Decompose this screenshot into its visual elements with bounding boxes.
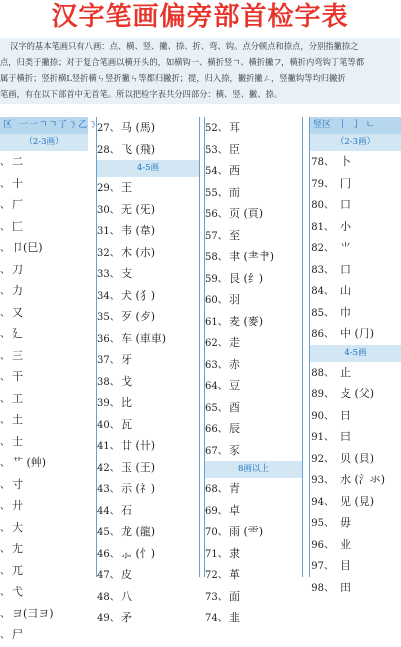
entry-number: 90、: [311, 410, 334, 422]
intro-line: 笔画，有在以下部首中无首笔。所以把检字表共分四部分：横、竖、撇、捺。: [0, 89, 283, 99]
entry-number: 、: [0, 479, 10, 491]
radical-char: 艹 (艸): [12, 456, 47, 469]
radical-char: 业: [340, 537, 351, 551]
radical-char: 弋: [12, 585, 23, 598]
radical-entry: [97, 392, 199, 414]
radical-char: 无 (旡): [121, 202, 156, 216]
radical-char: 小: [340, 219, 351, 233]
radical-entry: [0, 302, 88, 324]
entry-number: 56、: [205, 209, 228, 220]
entry-number: 、: [0, 544, 10, 555]
radical-entry: [0, 603, 88, 625]
column-horizontal-radicals: [0, 117, 99, 641]
entry-number: 41、: [97, 441, 120, 452]
radical-entry: [0, 366, 88, 388]
entry-number: 43、: [97, 484, 120, 495]
radical-char: 皮: [121, 568, 132, 581]
entry-number: 59、: [205, 273, 228, 285]
radical-char: 瓦: [121, 417, 132, 431]
radical-entry: [0, 151, 88, 173]
radical-entry: [205, 139, 302, 161]
intro-line: 属于横折；竖折横L竖折横ㄣ竖折撇ㄣ等都归撇折；提，归入捺，撇折撇ㄥ，竖撇钩等均归撇折: [0, 73, 346, 83]
radical-entry: [97, 543, 199, 565]
entry-number: 64、: [205, 381, 228, 392]
radical-entry: [97, 199, 199, 221]
radical-char: 面: [229, 589, 240, 603]
entry-number: 74、: [205, 613, 228, 624]
radical-char: 犬 (犭): [121, 288, 156, 302]
entry-number: 68、: [205, 484, 228, 495]
page-title: 汉字笔画偏旁部首检字表: [51, 2, 349, 32]
radical-char: 走: [229, 336, 240, 349]
radical-char: 尢: [12, 542, 23, 555]
entry-number: 82、: [311, 243, 334, 254]
radical-entry: [97, 220, 199, 242]
entry-number: 63、: [205, 359, 228, 371]
radical-char: 山: [340, 284, 351, 297]
radical-char: 三: [12, 348, 23, 362]
radical-char: 卩(巳): [12, 241, 43, 254]
entry-number: 28、: [97, 144, 120, 156]
radical-char: 木 (朩): [121, 245, 156, 259]
radical-entry: [97, 371, 199, 393]
radical-entry: [310, 323, 401, 345]
column-radicals-52-74: [204, 117, 303, 624]
entry-number: 93、: [311, 475, 334, 486]
radical-char: 廿 (卄): [121, 439, 156, 452]
entry-number: 98、: [311, 582, 334, 594]
radical-char: 示 (礻): [121, 482, 156, 495]
entry-number: 36、: [97, 333, 120, 345]
radical-char: 臣: [229, 142, 240, 156]
radical-entry: [205, 160, 302, 182]
radical-entry: [205, 117, 302, 139]
radical-entry: [0, 323, 88, 345]
radical-entry: [97, 435, 199, 457]
radical-char: 卜: [340, 155, 351, 168]
entry-number: 72、: [205, 570, 228, 581]
radical-char: 而: [229, 185, 240, 199]
entry-number: 31、: [97, 226, 120, 237]
radical-entry: [205, 521, 302, 543]
radical-char: 寸: [12, 477, 23, 491]
radical-char: 目: [340, 559, 351, 572]
radical-char: 车 (車車): [121, 331, 167, 345]
radical-char: 王: [121, 181, 132, 194]
entry-number: 71、: [205, 548, 228, 560]
radical-char: 巾: [340, 305, 351, 319]
radical-char: 豆: [229, 379, 240, 392]
radical-char: 豕: [229, 443, 240, 457]
stroke-count-header: 8画以上: [205, 461, 302, 478]
radical-char: 廾: [12, 499, 23, 512]
radical-char: 日: [340, 408, 351, 422]
radical-char: 青: [229, 482, 240, 495]
radical-entry: [0, 280, 88, 302]
radical-char: 冂: [340, 176, 351, 190]
radical-entry: [205, 418, 302, 440]
radical-entry: [310, 151, 401, 173]
entry-number: 54、: [205, 166, 228, 177]
entry-number: 、: [0, 221, 10, 233]
entry-number: 、: [0, 200, 10, 211]
entry-number: 83、: [311, 264, 334, 276]
radical-entry: [97, 349, 199, 371]
radical-char: 士: [12, 434, 23, 448]
radical-char: 又: [12, 305, 23, 319]
entry-number: 40、: [97, 419, 120, 431]
column-header: [310, 117, 401, 134]
entry-number: 、: [0, 372, 10, 383]
entry-number: 37、: [97, 355, 120, 366]
radical-char: 戈: [121, 374, 132, 388]
radical-entry: [310, 216, 401, 238]
radical-char: 辰: [229, 422, 240, 435]
radical-entry: [97, 478, 199, 500]
entry-number: 79、: [311, 178, 334, 190]
radical-entry: [205, 440, 302, 462]
radical-char: 口: [340, 262, 351, 276]
entry-number: 、: [0, 415, 10, 426]
radical-char: 大: [12, 520, 23, 534]
entry-number: 、: [0, 350, 10, 362]
radical-entry: [310, 302, 401, 324]
entry-number: 86、: [311, 329, 334, 340]
radical-entry: [205, 311, 302, 333]
radical-entry: [205, 354, 302, 376]
radical-char: 支: [121, 267, 132, 280]
radical-entry: [97, 500, 199, 522]
radical-char: 页 (頁): [229, 207, 264, 220]
radical-char: 马 (馬): [121, 121, 156, 134]
radical-entry: [0, 560, 88, 582]
radical-entry: [310, 491, 401, 513]
radical-char: 毋: [340, 516, 351, 529]
radical-entry: [97, 139, 199, 161]
stroke-count-header: （2-3画）: [0, 134, 88, 151]
entry-number: 60、: [205, 295, 228, 306]
radical-entry: [0, 194, 88, 216]
entry-number: 55、: [205, 187, 228, 199]
radical-entry: [310, 237, 401, 259]
entry-number: 、: [0, 587, 10, 598]
radical-entry: [97, 263, 199, 285]
radical-entry: [310, 383, 401, 405]
radical-entry: [0, 173, 88, 195]
entry-number: 73、: [205, 591, 228, 603]
entry-number: 96、: [311, 539, 334, 551]
radical-char: ⺗ (忄): [121, 546, 156, 560]
radical-entry: [205, 564, 302, 586]
radical-char: 酉: [229, 400, 240, 414]
radical-char: 韦 (韋): [121, 224, 156, 237]
radical-char: 羽: [229, 293, 240, 306]
entry-number: 61、: [205, 316, 228, 328]
radical-entry: [310, 259, 401, 281]
radical-entry: [0, 538, 88, 560]
radical-entry: [0, 474, 88, 496]
radical-entry: [0, 345, 88, 367]
radical-char: ヨ(彐ヨ): [12, 606, 54, 620]
entry-number: 45、: [97, 527, 120, 538]
stroke-count-header: （2-3画）: [310, 134, 401, 151]
entry-number: 46、: [97, 548, 120, 560]
section-tag: 区: [3, 120, 13, 130]
entry-number: 67、: [205, 445, 228, 457]
radical-entry: [97, 242, 199, 264]
entry-number: 66、: [205, 424, 228, 435]
radical-char: 土: [12, 413, 23, 426]
radical-char: 革: [229, 568, 240, 581]
entry-number: 、: [0, 630, 10, 641]
radical-char: 玉 (王): [121, 460, 156, 474]
radical-char: 歹 (歺): [121, 310, 156, 323]
radical-entry: [205, 203, 302, 225]
radical-entry: [0, 259, 88, 281]
entry-number: 39、: [97, 398, 120, 409]
radical-entry: [0, 452, 88, 474]
radical-entry: [0, 237, 88, 259]
radical-entry: [0, 581, 88, 603]
entry-number: 53、: [205, 144, 228, 156]
radical-char: 隶: [229, 546, 240, 560]
radical-entry: [0, 216, 88, 238]
radical-char: 口: [340, 198, 351, 211]
entry-number: 、: [0, 501, 10, 512]
intro-line: 汉字的基本笔画只有八画：点、横、竖、撇、捺、折、弯、钩。点分顿点和捺点，分别指撇捺之: [10, 41, 359, 51]
radical-char: 廴: [12, 327, 23, 340]
radical-char: 田: [340, 580, 351, 594]
entry-number: 94、: [311, 496, 334, 508]
radical-char: 艮 (⺰): [229, 271, 264, 285]
radical-entry: [205, 375, 302, 397]
radical-char: 八: [121, 589, 132, 603]
radical-entry: [310, 194, 401, 216]
radical-char: 赤: [229, 357, 240, 371]
entry-number: 32、: [97, 247, 120, 259]
radical-char: 至: [229, 228, 240, 242]
radical-entry: [205, 182, 302, 204]
column-radicals-27-49: [96, 117, 200, 624]
radical-entry: [205, 268, 302, 290]
radical-char: 刀: [12, 262, 23, 276]
radical-entry: [97, 306, 199, 328]
entry-number: 80、: [311, 200, 334, 211]
radical-entry: [205, 500, 302, 522]
entry-number: 、: [0, 157, 10, 168]
entry-number: 78、: [311, 157, 334, 168]
radical-entry: [310, 512, 401, 534]
entry-number: 30、: [97, 204, 120, 216]
stroke-count-header: 4-5画: [310, 345, 401, 362]
radical-entry: [97, 564, 199, 586]
entry-number: 70、: [205, 527, 228, 538]
entry-number: 65、: [205, 402, 228, 414]
entry-number: 44、: [97, 505, 120, 517]
radical-char: 工: [12, 391, 23, 405]
radical-char: 厂: [12, 198, 23, 211]
radical-entry: [97, 586, 199, 608]
radical-entry: [0, 409, 88, 431]
entry-number: 47、: [97, 570, 120, 581]
entry-number: 、: [0, 286, 10, 297]
intro-paragraph: [0, 38, 400, 104]
radical-entry: [205, 478, 302, 500]
entry-number: 、: [0, 307, 10, 319]
radical-entry: [0, 388, 88, 410]
radical-entry: [97, 457, 199, 479]
radical-entry: [310, 362, 401, 384]
radical-entry: [97, 328, 199, 350]
entry-number: 、: [0, 458, 10, 469]
radical-char: 耳: [229, 121, 240, 134]
radical-char: 比: [121, 396, 132, 409]
radical-entry: [310, 405, 401, 427]
entry-number: 91、: [311, 432, 334, 443]
radical-entry: [97, 285, 199, 307]
entry-number: 34、: [97, 290, 120, 302]
entry-number: 、: [0, 329, 10, 340]
entry-number: 、: [0, 522, 10, 534]
radical-entry: [97, 177, 199, 199]
radical-char: 雨 (⻗): [229, 525, 264, 538]
radical-entry: [205, 397, 302, 419]
radical-entry: [97, 117, 199, 139]
radical-entry: [0, 624, 88, 646]
entry-number: 33、: [97, 269, 120, 280]
column-vertical-radicals: [309, 117, 401, 594]
stroke-list: 丨 亅 ㄴ: [337, 120, 376, 130]
entry-number: 88、: [311, 367, 334, 379]
radical-entry: [205, 246, 302, 268]
entry-number: 42、: [97, 462, 120, 474]
entry-number: 、: [0, 178, 10, 190]
radical-entry: [310, 173, 401, 195]
entry-number: 69、: [205, 505, 228, 517]
radical-entry: [97, 521, 199, 543]
entry-number: 、: [0, 436, 10, 448]
entry-number: 49、: [97, 613, 120, 624]
radical-entry: [205, 543, 302, 565]
entry-number: 38、: [97, 376, 120, 388]
radical-entry: [0, 431, 88, 453]
entry-number: 89、: [311, 389, 334, 400]
radical-char: 干: [12, 370, 23, 383]
radical-char: 匚: [12, 219, 23, 233]
entry-number: 95、: [311, 518, 334, 529]
radical-char: 矛: [121, 611, 132, 624]
radical-char: 攴 (父): [340, 387, 375, 400]
entry-number: 27、: [97, 123, 120, 134]
radical-entry: [205, 332, 302, 354]
radical-char: 十: [12, 176, 23, 190]
entry-number: 92、: [311, 453, 334, 465]
radical-entry: [310, 280, 401, 302]
entry-number: 52、: [205, 123, 228, 134]
section-tag: 竖区: [313, 120, 332, 130]
radical-char: 贝 (貝): [340, 451, 375, 465]
entry-number: 97、: [311, 561, 334, 572]
radical-char: 曰: [340, 430, 351, 443]
entry-number: 35、: [97, 312, 120, 323]
entry-number: 62、: [205, 338, 228, 349]
radical-entry: [205, 289, 302, 311]
entry-number: 57、: [205, 230, 228, 242]
radical-char: 卓: [229, 503, 240, 517]
radical-char: 力: [12, 284, 23, 297]
radical-entry: [310, 534, 401, 556]
entry-number: 48、: [97, 591, 120, 603]
radical-entry: [205, 225, 302, 247]
radical-entry: [310, 469, 401, 491]
radical-char: 聿 (⺻⺺): [229, 250, 275, 263]
radical-entry: [310, 577, 401, 599]
intro-line: 点，归类于撇捺；对于复合笔画以横开头的，如横钩一、横折竖ㄱ、横折撇フ，横折内弯钩丁笔等都: [0, 57, 365, 67]
radical-entry: [310, 555, 401, 577]
radical-entry: [310, 448, 401, 470]
radical-char: 麦 (麥): [229, 314, 264, 328]
radical-char: 尸: [12, 628, 23, 641]
radical-char: 水 (氵氺): [340, 473, 386, 486]
entry-number: 58、: [205, 252, 228, 263]
entry-number: 81、: [311, 221, 334, 233]
radical-char: 兀: [12, 563, 23, 577]
entry-number: 、: [0, 565, 10, 577]
column-header: [0, 117, 99, 134]
radical-char: 见 (見): [340, 494, 375, 508]
radical-entry: [0, 517, 88, 539]
entry-number: 85、: [311, 307, 334, 319]
entry-number: 、: [0, 608, 10, 620]
radical-entry: [205, 586, 302, 608]
stroke-list: 一一ㄱㄱ了ㄋ乙ㄋ: [18, 120, 99, 130]
entry-number: 、: [0, 243, 10, 254]
radical-char: 西: [229, 164, 240, 177]
radical-char: 牙: [121, 353, 132, 366]
radical-entry: [97, 607, 199, 629]
radical-char: 止: [340, 365, 351, 379]
entry-number: 、: [0, 264, 10, 276]
entry-number: 84、: [311, 286, 334, 297]
radical-entry: [0, 495, 88, 517]
stroke-count-header: 4-5画: [97, 160, 199, 177]
radical-char: 中 (⺆): [340, 327, 375, 340]
radical-char: 龙 (龍): [121, 525, 156, 538]
radical-entry: [310, 426, 401, 448]
radical-char: 二: [12, 155, 23, 168]
radical-char: ⺌: [340, 241, 351, 254]
radical-char: 韭: [229, 611, 240, 624]
radical-char: 石: [121, 503, 132, 517]
radical-entry: [97, 414, 199, 436]
entry-number: 、: [0, 393, 10, 405]
entry-number: 29、: [97, 183, 120, 194]
radical-entry: [205, 607, 302, 629]
radical-char: 飞 (飛): [121, 142, 156, 156]
